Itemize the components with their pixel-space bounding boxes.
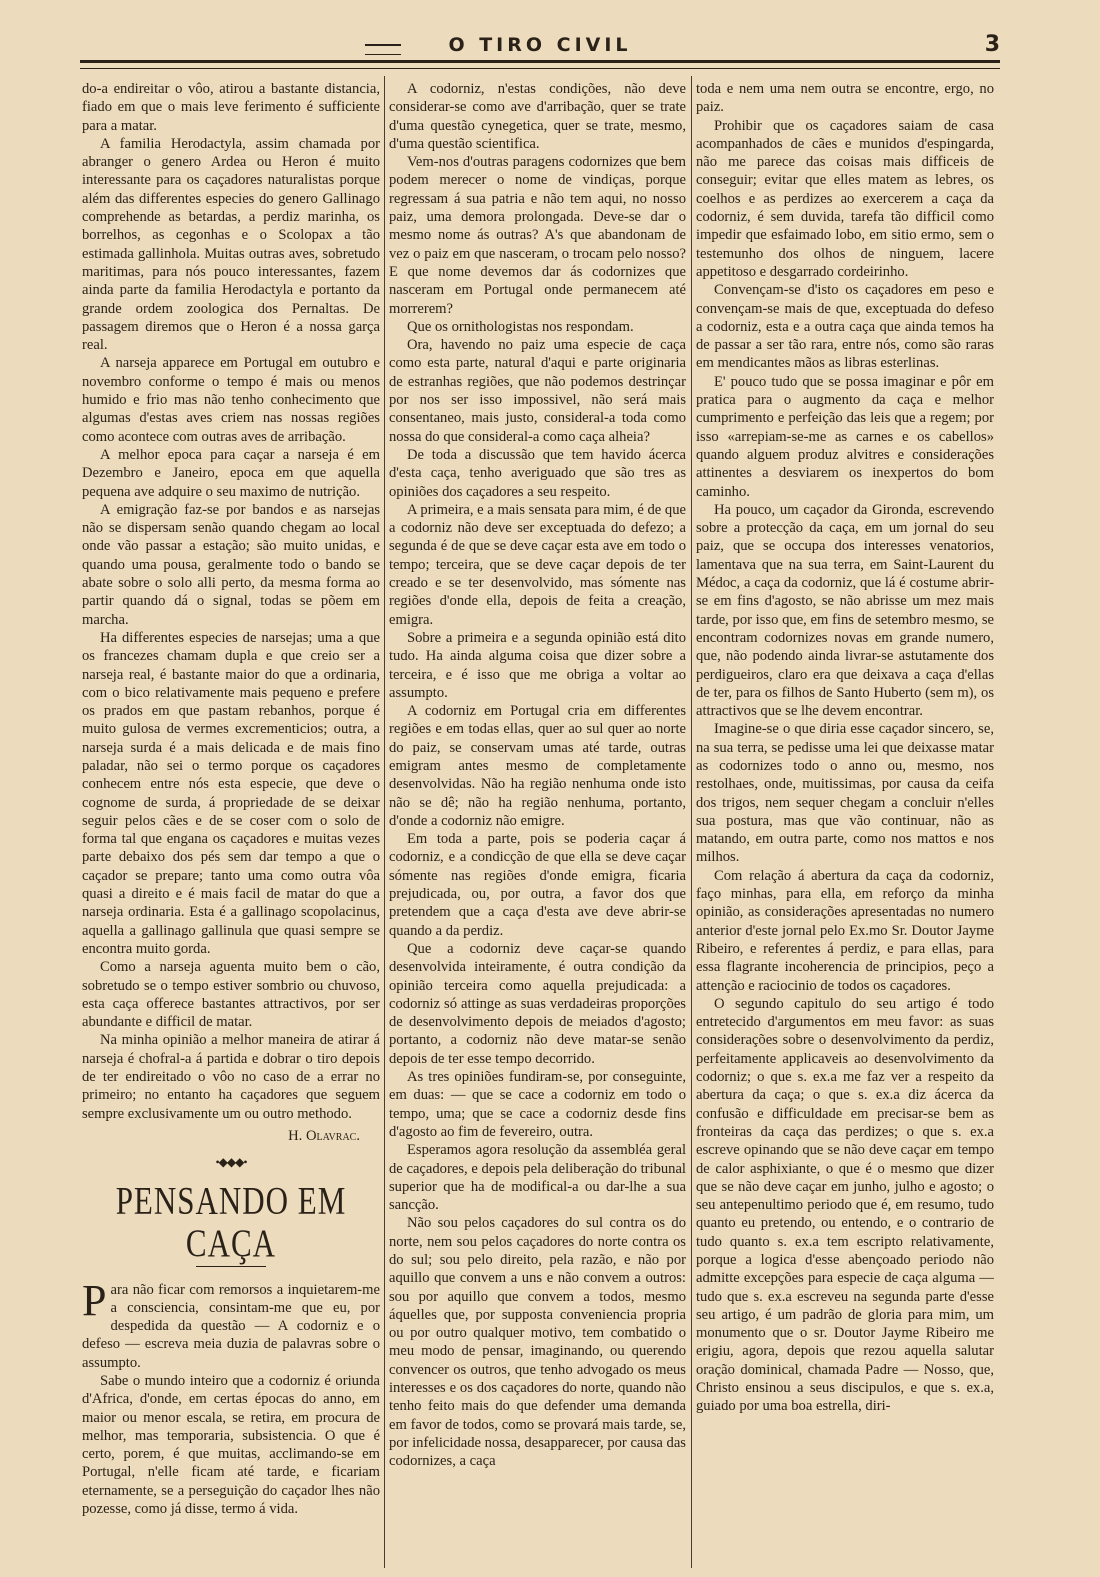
paragraph: As tres opiniões fundiram-se, por conseguinte, em duas: — que se cace a codorniz em todo o tempo, uma; que se cace a codorniz desde fins d'agosto ao fim de fevereiro, outra. (389, 1069, 686, 1140)
page-header (80, 30, 1000, 60)
paragraph: Ha pouco, um caçador da Gironda, escrevendo sobre a protecção da caça, em um jornal do seu paiz, que se occupa dos interesses venatorios, lamentava que na sua terra, em Saint-Laurent du Médoc, a caça da codorniz, que lá é costume abrir-se em fins d'agosto, se não abrisse um mez mais tarde, por isso que, em fins de setembro mesmo, se encontram codornizes novas em grande numero, que, não podendo ainda livrar-se astutamente dos perdigueiros, claro era que deixava a caça d'ellas de ter, para os filhos de Santo Huberto (sem m), os attractivos que se lhe devem encontrar. (696, 501, 994, 720)
lead-paragraph (82, 1275, 380, 1372)
drop-cap: P (82, 1275, 107, 1325)
paragraph: toda e nem uma nem outra se encontre, ergo, no paiz. (696, 81, 994, 116)
paragraph: Vem-nos d'outras paragens codornizes que bem podem merecer o nome de vindiças, porque regressam á sua patria e não tem aqui, no nosso paiz, uma demora prolongada. Deve-se dar o mesmo nome ás outras? A's que abandonam de vez o paiz em que nasceram, o trocam pelo nosso? E que nome devemos dar ás codornizes que nasceram em Portugal onde permanecem até morrerem? (389, 154, 686, 317)
header-rule (80, 60, 1000, 69)
column-2 (389, 80, 686, 1570)
paragraph: A primeira, e a mais sensata para mim, é de que a codorniz não deve ser exceptuada do defezo; a segunda é de que se deve caçar esta ave em todo o tempo; terceira, que se deve caçar depois de ter creado e se ter desenvolvido, mas sómente nas regiões d'onde ella, depois de feita a creação, emigra. (389, 501, 686, 628)
paragraph: Prohibir que os caçadores saiam de casa acompanhados de cães e munidos d'espingarda, não me parece das coisas mais difficeis de conseguir; evitar que elles matem as lebres, os coelhos e as perdizes ao exercerem a caça da codorniz, é sem duvida, tarefa tão difficil como impedir que esfaimado lobo, em sitio ermo, sem o testemunho dos olhos de ninguem, lacere appetitoso e desgarrado cordeirinho. (696, 117, 994, 280)
paragraph: De toda a discussão que tem havido ácerca d'esta caça, tenho averiguado que são tres as opiniões dos caçadores a seu respeito. (389, 446, 686, 500)
paragraph: Que os ornithologistas nos respondam. (407, 318, 634, 335)
article-title: PENSANDO EM CAÇA (115, 1177, 347, 1265)
paragraph: A familia Herodactyla, assim chamada por abranger o genero Ardea ou Heron é muito interessante para os caçadores naturalistas porque além das differentes especies do genero Gallinago comprehende as betardas, a perdiz marinha, os borrelhos, as cegonhas e o Scolopax a tão estimada gallinhola. Muitas outras aves, sobretudo maritimas, para nós pouco interessantes, fazem ainda parte da familia Herodactyla e portanto da grande ordem zoologica dos Pernaltas. De passagem diremos que o Heron é a nossa garça real. (82, 135, 380, 354)
paragraph: Imagine-se o que diria esse caçador sincero, se, na sua terra, se pedisse uma lei que deixasse matar as codornizes todo o anno ou, mesmo, nos restolhaes, onde, muitissimas, por causa da ceifa dos trigos, nem sequer chegam a concluir n'elles sua postura, mas que vão continuar, não as matando, em outra parte, como nos mattos e nos milhos. (696, 721, 994, 866)
paragraph: do-a endireitar o vôo, atirou a bastante distancia, fiado em que o mais leve ferimento é sufficiente para a matar. (82, 81, 380, 134)
paragraph: Em toda a parte, pois se poderia caçar á codorniz, e a condicção de que ella se deve caçar sómente nas regiões d'onde emigra, ficaria prejudicada, ou, por outra, a favor dos que pretendem que a caça d'esta ave deve abrir-se quando a da perdiz. (389, 831, 686, 939)
lead-paragraph-text: ara não ficar com remorsos a inquietarem-me a consciencia, consintam-me que eu, por despedida da questão — A codorniz e o defeso — escreva meia duzia de palavras sobre o assumpto. (82, 1281, 380, 1371)
column-1 (82, 80, 380, 1570)
paragraph: Não sou pelos caçadores do sul contra os do norte, nem sou pelos caçadores do norte contra os do sul; sou pelo direito, pela razão, e não por aquillo que convem a uns e não convem a outros: sou por aquillo que convem a todos, mesmo áquelles que, por supposta conveniencia propria ou por outro qualquer motivo, tem combatido o meu modo de pensar, imaginando, ou querendo convencer os outros, que tenho advogado os meus interesses e os dos caçadores do norte, quando não tenho feito mais do que defender uma demanda em favor de todos, como se provará mais tarde, se, por infelicidade nossa, desapparecer, por causa das codornizes, a caça (389, 1215, 686, 1470)
paragraph: A codorniz em Portugal cria em differentes regiões e em todas ellas, quer ao sul quer ao norte do paiz, se conservam umas até tarde, outras emigram antes mesmo de completamente desenvolvidas. Não ha região nenhuma onde isto não se dê; não ha região nenhuma, portanto, d'onde a codorniz não emigre. (389, 703, 686, 829)
paragraph: Na minha opinião a melhor maneira de atirar á narseja é chofral-a á partida e dobrar o tiro depois de ter endireitado o vôo no caso de a errar no primeiro; no entanto ha caçadores que seguem sempre exclusivamente um ou outro methodo. (82, 1032, 380, 1122)
paragraph: A melhor epoca para caçar a narseja é em Dezembro e Janeiro, epoca em que aquella pequena ave adquire o seu maximo de nutrição. (82, 446, 380, 500)
column-divider (384, 76, 385, 1568)
title-rule (196, 1266, 266, 1267)
paragraph: Como a narseja aguenta muito bem o cão, sobretudo se o tempo estiver sombrio ou chuvoso, esta caça offerece bastantes attractivos, por ser abundante e difficil de matar. (82, 959, 380, 1031)
paragraph: Esperamos agora resolução da assembléa geral de caçadores, e depois pela deliberação do tribunal superior que ha de modifical-a ou dar-lhe a sua sancção. (389, 1142, 686, 1214)
paragraph: Com relação á abertura da caça da codorniz, faço minhas, para ella, em reforço da minha opinião, as considerações apresentadas no numero anterior d'este jornal pelo Ex.mo Sr. Doutor Jayme Ribeiro, e referentes á perdiz, e para ellas, para essa flagrante incoherencia de principios, peço a attenção e raciocinio de todos os caçadores. (696, 867, 994, 994)
paragraph: O segundo capitulo do seu artigo é todo entretecido d'argumentos em meu favor: as suas considerações sobre o desenvolvimento da perdiz, perfeitamente applicaveis ao desenvolvimento da codorniz; o que s. ex.a me faz ver a respeito da abertura da caça; o que s. ex.a diz ácerca da confusão e difficuldade em precisar-se bem as fronteiras da caça das perdizes; o que s. ex.a escreve opinando que se não deve caçar em tempo de calor asphixiante, o que é o mesmo que dizer que se não deve caçar em junho, julho e agosto; o seu antepenultimo periodo que é, em resumo, tudo quanto eu pretendo, ou entendo, e o contrario de tudo quanto s. ex.a tem escripto relativamente, porque a logica d'esse abençoado periodo não admitte excepções para especie de caça alguma — tudo que s. ex.a escreveu na segunda parte d'esse seu artigo, é um padrão de gloria para mim, um monumento que o sr. Doutor Jayme Ribeiro me erigiu, agora, depois que rezou aquella salutar oração dominical, chamada Padre — Nosso, que, Christo ensinou a seus discipulos, e que s. ex.a, guiado por uma boa estrella, diri- (696, 995, 994, 1415)
author-signature: H. Olavrac. (288, 1127, 360, 1144)
page-number: 3 (984, 32, 1000, 57)
newspaper-title: O TIRO CIVIL (448, 34, 632, 56)
column-3 (696, 80, 994, 1570)
paragraph: A codorniz, n'estas condições, não deve considerar-se como ave d'arribação, quer se trate d'uma questão cynegetica, quer se trate, mesmo, d'uma questão scientifica. (389, 81, 686, 152)
section-divider: •◆◆◆• (215, 1155, 247, 1170)
paragraph: A emigração faz-se por bandos e as narsejas não se dispersam senão quando chegam ao local onde vão passar a estação; são muito unidas, e quando uma pousa, geralmente todo o bando se abate sobre o solo alli perto, da mesma forma ao partir quando dá o signal, todas se põem em marcha. (82, 501, 380, 628)
paragraph: Ora, havendo no paiz uma especie de caça como esta parte, natural d'aqui e parte originaria de estranhas regiões, que não podemos destrinçar por nos ser isso impossivel, não será mais consentaneo, mais justo, consideral-a toda como nossa do que consideral-a como caça alheia? (389, 337, 686, 445)
column-divider (691, 76, 692, 1568)
paragraph: Sobre a primeira e a segunda opinião está dito tudo. Ha ainda alguma coisa que dizer sobre a terceira, e é isso que me obriga a voltar ao assumpto. (389, 629, 686, 701)
paragraph: Que a codorniz deve caçar-se quando desenvolvida inteiramente, é outra condição da opinião terceira como aquella prejudicada: a codorniz só attinge as suas verdadeiras proporções de desenvolvimento depois de meiados d'agosto; portanto, a codorniz não deve matar-se senão depois de ter esse tempo decorrido. (389, 940, 686, 1067)
paragraph: Convençam-se d'isto os caçadores em peso e convençam-se mais de que, exceptuada do defeso a codorniz, esta e a outra caça que ainda temos ha de passar a ser tão rara, entre nós, como são raras em mendicantes mãos as libras esterlinas. (696, 282, 994, 372)
paragraph: A narseja apparece em Portugal em outubro e novembro conforme o tempo é mais ou menos humido e frio mas não tenho conhecimento que algumas d'estas aves criem nas nossas regiões como acontece com outras aves de arribação. (82, 355, 380, 445)
paragraph: E' pouco tudo que se possa imaginar e pôr em pratica para o augmento da caça e melhor cumprimento e perfeição das leis que a regem; por isso «arrepiam-se-me as carnes e os cabellos» quando alguem produz alvitres e considerações attinentes a desviarem os inexpertos do bom caminho. (696, 373, 994, 500)
paragraph: Sabe o mundo inteiro que a codorniz é oriunda d'Africa, d'onde, em certas épocas do anno, em maior ou menor escala, se retira, em procura de melhor, mas temporaria, subsistencia. O que é certo, porem, é que muitas, acclimando-se em Portugal, n'elle ficam até tarde, e ficariam eternamente, se a perseguição do caçador lhes não pozesse, como já disse, termo á vida. (82, 1373, 380, 1518)
paragraph: Ha differentes especies de narsejas; uma a que os francezes chamam dupla e que creio ser a narseja real, é bastante maior do que a ordinaria, com o bico relativamente mais pequeno e prefere os prados em que pastam rebanhos, porque é muito gulosa de vermes excrementicios; outra, a narseja surda é a mais delicada e de mais fino paladar, não sei o termo porque os caçadores conhecem entre nós esta especie, que deve o cognome de surda, á propriedade de se deixar seguir pelos cães e de se coser com o solo de forma tal que engana os caçadores e muitas vezes parte debaixo dos pés sem dar tempo a que o caçador se prepare; tanto uma como outra vôa quasi a direito e é mais facil de matar do que a narseja ordinaria. Esta é a gallinago scopolacinus, aquella a gallinago gallinula que quasi sempre se encontra muito gorda. (82, 629, 380, 957)
